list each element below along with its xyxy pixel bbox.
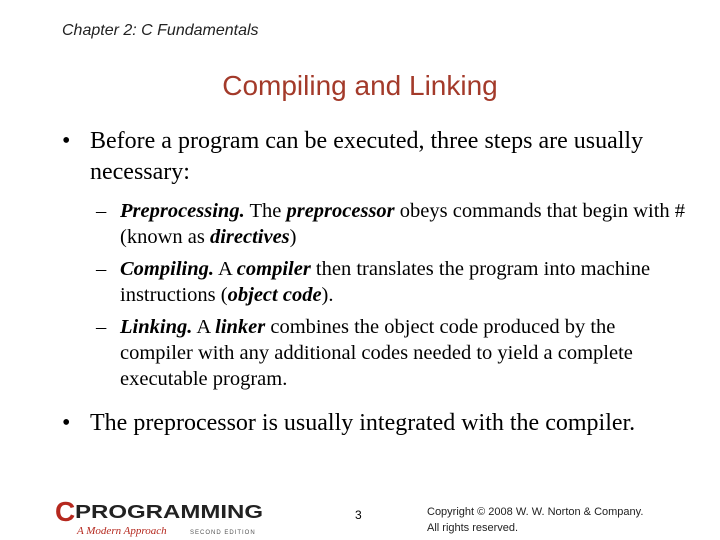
sub-item-keyword: linker [215,316,266,338]
slide-title-text: Compiling and Linking [222,70,498,101]
slide-title [0,70,720,102]
page-number: 3 [355,508,362,522]
sub-item-text: ). [321,284,334,306]
dash-icon: – [96,258,107,280]
sub-item-compiling [62,256,692,308]
sub-item-keyword: directives [209,226,290,248]
sub-item-text: A [192,316,216,338]
sub-item-term: Linking. [120,316,193,338]
copyright [427,504,643,536]
chapter-header: Chapter 2: C Fundamentals [62,22,259,39]
sub-item-text: combines the object code produced by the compiler with any additional codes needed to yield a complete executable program. [120,316,633,390]
sub-item-text: ) [289,226,297,248]
logo-main-text: PROGRAMMING [75,502,263,522]
bullet-dot-icon: • [62,410,71,436]
logo-edition: SECOND EDITION [190,530,256,536]
bullet-2-text: The preprocessor is usually integrated with the compiler. [90,410,636,436]
bullet-1 [62,126,692,188]
dash-icon: – [96,316,107,338]
copyright-line-1: Copyright © 2008 W. W. Norton & Company. [427,506,644,518]
bullet-1-text: Before a program can be executed, three steps are usually necessary: [90,128,644,185]
bullet-2 [62,408,692,439]
sub-item-keyword: preprocessor [286,200,395,222]
sub-item-preprocessing [62,198,692,250]
copyright-line-2: All rights reserved. [427,522,519,534]
sub-item-term: Preprocessing. [120,200,245,222]
sub-item-linking [62,314,692,392]
sub-item-text: The [244,200,287,222]
dash-icon: – [96,200,107,222]
bullet-dot-icon: • [62,128,71,154]
sub-item-text: then translates the program into machine instructions ( [120,258,651,306]
sub-item-text: obeys commands that begin with # (known as [120,200,686,248]
c-programming-logo [55,498,270,540]
sub-item-keyword: object code [227,284,322,306]
sub-list [62,198,692,392]
logo-subtitle: A Modern Approach [77,525,167,537]
logo-letter: C [55,498,76,527]
sub-item-text: A [213,258,237,280]
slide-content [62,126,692,439]
sub-item-term: Compiling. [120,258,214,280]
sub-item-keyword: compiler [236,258,311,280]
